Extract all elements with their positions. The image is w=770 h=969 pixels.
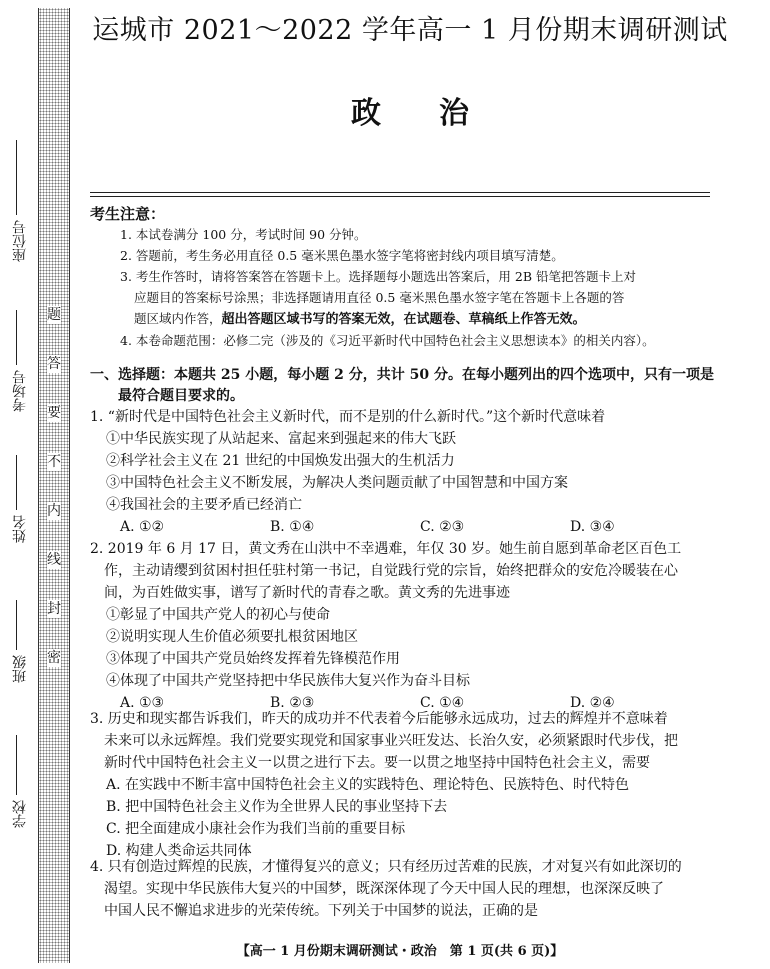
class-field[interactable]: 班级 <box>2 600 32 710</box>
question-1 <box>90 406 720 538</box>
option-a: A. 在实践中不断丰富中国特色社会主义的实践特色、理论特色、民族特色、时代特色 <box>106 777 630 793</box>
statement: ②说明实现人生价值必须要扎根贫困地区 <box>106 629 358 645</box>
question-3 <box>90 708 720 862</box>
option-d: D. ②④ <box>570 695 615 711</box>
question-stem: 3. 历史和现实都告诉我们，昨天的成功并不代表着今后能够永远成功，过去的辉煌并不意味着 <box>90 711 668 727</box>
option-d: D. ③④ <box>570 519 615 535</box>
option-a: A. ①② <box>120 519 165 535</box>
question-4 <box>90 856 720 922</box>
question-stem: 1. “新时代是中国特色社会主义新时代，而不是别的什么新时代。”这个新时代意味着 <box>90 409 606 425</box>
page-footer: 【高一 1 月份期末调研测试・政治 第 1 页(共 6 页)】 <box>236 944 564 959</box>
question-stem: 作，主动请缨到贫困村担任驻村第一书记，自觉践行党的宗旨，始终把群众的安危冷暖装在心 <box>104 563 678 579</box>
binding-strip <box>38 8 70 963</box>
exam-room-field[interactable]: 考场号 <box>2 310 32 430</box>
notice-item: 3. 考生作答时，请将答案答在答题卡上。选择题每小题选出答案后，用 2B 铅笔把答题卡上对 <box>120 269 636 284</box>
question-2 <box>90 538 720 714</box>
question-stem: 4. 只有创造过辉煌的民族，才懂得复兴的意义；只有经历过苦难的民族，才对复兴有如此深切的 <box>90 859 682 875</box>
option-c: C. ②③ <box>420 519 465 535</box>
statement: ④体现了中国共产党坚持把中华民族伟大复兴作为奋斗目标 <box>106 673 470 689</box>
question-stem: 新时代中国特色社会主义一以贯之进行下去。要一以贯之地坚持中国特色社会主义，需要 <box>104 755 650 771</box>
option-c: C. 把全面建成小康社会作为我们当前的重要目标 <box>106 821 406 837</box>
seal-char: 不 <box>47 454 61 470</box>
notice-item: 4. 本卷命题范围：必修二完（涉及的《习近平新时代中国特色社会主义思想读本》的相关内容）。 <box>120 333 655 348</box>
option-b: B. ②③ <box>270 695 315 711</box>
notice-item-cont: 题区域内作答，超出答题区域书写的答案无效，在试题卷、草稿纸上作答无效。 <box>134 311 586 327</box>
question-stem: 渴望。实现中华民族伟大复兴的中国梦，既深深体现了今天中国人民的理想，也深深反映了 <box>104 881 664 897</box>
option-b: B. 把中国特色社会主义作为全世界人民的事业坚持下去 <box>106 799 448 815</box>
divider <box>90 192 710 193</box>
section-heading: 一、选择题：本题共 25 小题，每小题 2 分，共计 50 分。在每小题列出的四个选项中，只有一项是 最符合题目要求的。 <box>90 367 714 404</box>
statement: ④我国社会的主要矛盾已经消亡 <box>106 497 302 513</box>
notice-item: 2. 答题前，考生务必用直径 0.5 毫米黑色墨水签字笔将密封线内项目填写清楚。 <box>120 248 564 263</box>
notice-item: 1. 本试卷满分 100 分，考试时间 90 分钟。 <box>120 227 367 242</box>
option-a: A. ①③ <box>120 695 165 711</box>
question-stem: 间，为百姓做实事，谱写了新时代的青春之歌。黄文秀的先进事迹 <box>104 585 510 601</box>
seal-char: 答 <box>47 356 61 372</box>
statement: ③体现了中国共产党员始终发挥着先锋模范作用 <box>106 651 400 667</box>
divider <box>90 196 710 197</box>
seal-char: 题 <box>47 307 61 323</box>
option-d: D. 构建人类命运共同体 <box>106 843 252 859</box>
subject-title: 政治 <box>351 96 527 131</box>
option-c: C. ①④ <box>420 695 465 711</box>
notice-item-cont: 应题目的答案标号涂黑；非选择题请用直径 0.5 毫米黑色墨水签字笔在答题卡上各题的答 <box>134 290 625 305</box>
question-stem: 2. 2019 年 6 月 17 日，黄文秀在山洪中不幸遇难，年仅 30 岁。她生前自愿到革命老区百色工 <box>90 541 682 557</box>
statement: ②科学社会主义在 21 世纪的中国焕发出强大的生机活力 <box>106 453 455 469</box>
school-field[interactable]: 学校 <box>2 735 32 855</box>
statement: ③中国特色社会主义不断发展，为解决人类问题贡献了中国智慧和中国方案 <box>106 475 568 491</box>
statement: ①中华民族实现了从站起来、富起来到强起来的伟大飞跃 <box>106 431 456 447</box>
seat-number-field[interactable]: 座位号 <box>2 140 32 280</box>
seal-char: 内 <box>47 503 61 519</box>
question-stem: 中国人民不懈追求进步的光荣传统。下列关于中国梦的说法，正确的是 <box>104 903 538 919</box>
notice-heading: 考生注意： <box>90 205 166 223</box>
notice-list <box>120 224 720 351</box>
question-stem: 未来可以永远辉煌。我们党要实现党和国家事业兴旺发达、长治久安，必须紧跟时代步伐，把 <box>104 733 678 749</box>
notice-bold-warning: 超出答题区域书写的答案无效，在试题卷、草稿纸上作答无效。 <box>221 312 586 327</box>
option-b: B. ①④ <box>270 519 315 535</box>
seal-char: 密 <box>47 650 61 666</box>
exam-title: 运城市 2021～2022 学年高一 1 月份期末调研测试 <box>92 15 728 46</box>
seal-char: 线 <box>47 552 61 568</box>
seal-char: 封 <box>47 601 61 617</box>
statement: ①彰显了中国共产党人的初心与使命 <box>106 607 330 623</box>
name-field[interactable]: 姓名 <box>2 455 32 575</box>
seal-char: 要 <box>47 405 61 421</box>
